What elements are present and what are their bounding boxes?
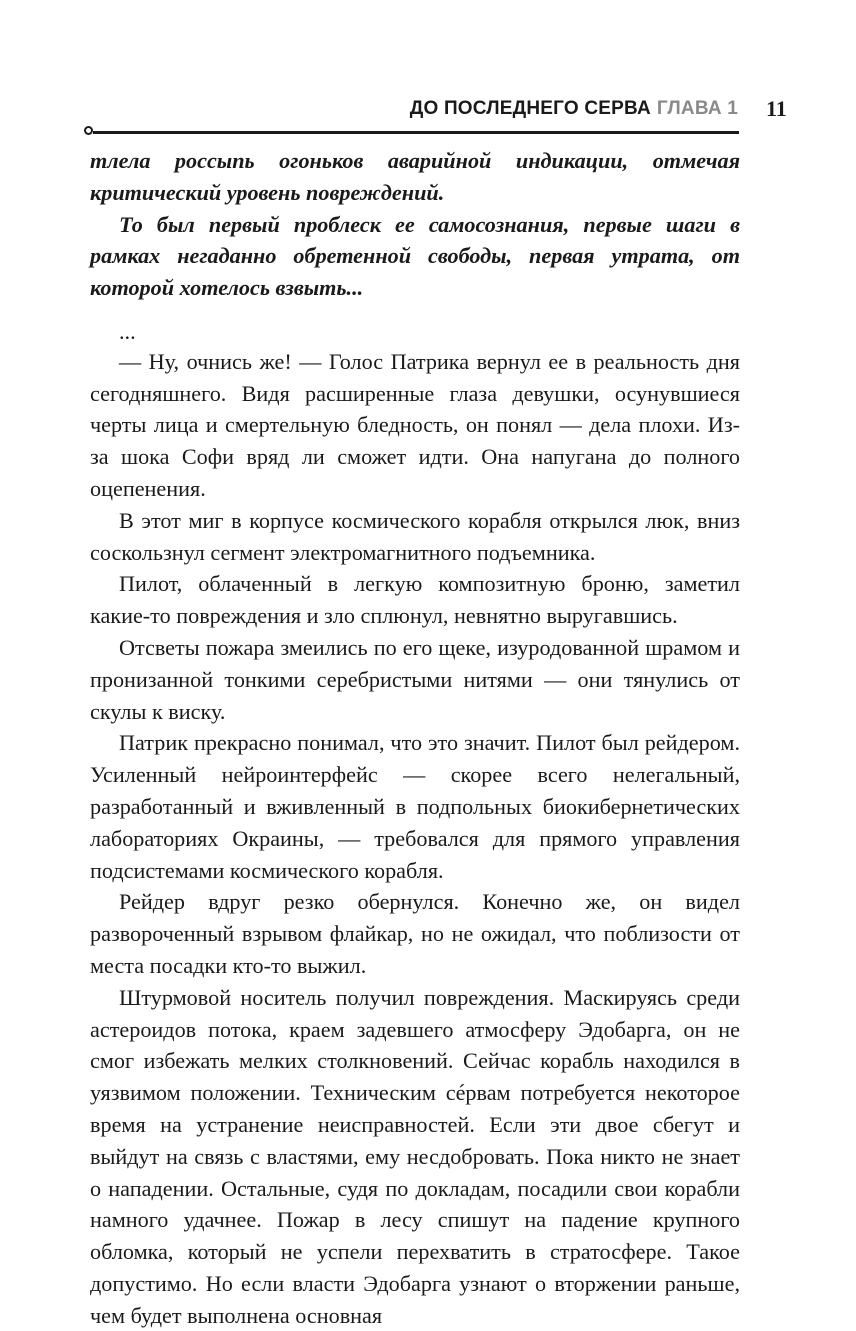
header-rule-dot xyxy=(84,126,93,135)
book-title: ДО ПОСЛЕДНЕГО СЕРВА xyxy=(409,98,651,119)
paragraph: Отсветы пожара змеились по его щеке, изуродованной шрамом и пронизанной тонкими серебристыми нитями — они тянулись от скулы к виску. xyxy=(90,634,740,724)
chapter-label: ГЛАВА 1 xyxy=(656,98,738,119)
paragraph: Патрик прекрасно понимал, что это значит. Пилот был рейдером. Усиленный нейроинтерфейс — скорее всего нелегальный, разработанный и вживленный в подпольных биокибернетических лабораториях Окраины, — требовался для прямого управления подсистемами космического корабля. xyxy=(90,730,740,883)
page-number: 11 xyxy=(766,96,787,121)
paragraph-italic-continuation: тлела россыпь огоньков аварийной индикации, отмечая критический уровень повреждений. xyxy=(90,148,740,205)
paragraph: Штурмовой носитель получил повреждения. Маскируясь среди астероидов потока, краем задевшего атмосферу Эдобарга, он не смог избежать мелких столкновений. Сейчас корабль находился в уязвимом положении. Техническим сéрвам потребуется некоторое время на устранение неисправностей. Если эти двое сбегут и выйдут на связь с властями, ему несдобровать. Пока никто не знает о нападении. Остальные, судя по докладам, посадили свои корабли намного удачнее. Пожар в лесу спишут на падение крупного обломка, который не успели перехватить в стратосфере. Такое допустимо. Но если власти Эдобарга узнают о вторжении раньше, чем будет выполнена основная xyxy=(90,984,740,1328)
scene-break: ... xyxy=(119,318,136,344)
paragraph: Рейдер вдруг резко обернулся. Конечно же, он видел развороченный взрывом флайкар, но не ожидал, что поблизости от места посадки кто-то выжил. xyxy=(90,889,740,978)
paragraph: — Ну, очнись же! — Голос Патрика вернул ее в реальность дня сегодняшнего. Видя расширенные глаза девушки, осунувшиеся черты лица и смертельную бледность, он понял — дела плохи. Из-за шока Софи вряд ли сможет идти. Она напугана до полного оцепенения. xyxy=(90,348,740,501)
body-text xyxy=(90,145,740,1331)
paragraph: Пилот, облаченный в легкую композитную броню, заметил какие-то повреждения и зло сплюнул, невнятно выругавшись. xyxy=(90,571,740,629)
running-header xyxy=(410,98,738,120)
header-rule xyxy=(93,131,739,134)
paragraph: В этот миг в корпусе космического корабля открылся люк, вниз соскользнул сегмент электромагнитного подъемника. xyxy=(90,507,740,565)
paragraph-italic: То был первый проблеск ее самосознания, первые шаги в рамках негаданно обретенной свободы, первая утрата, от которой хотелось взвыть... xyxy=(90,211,740,301)
